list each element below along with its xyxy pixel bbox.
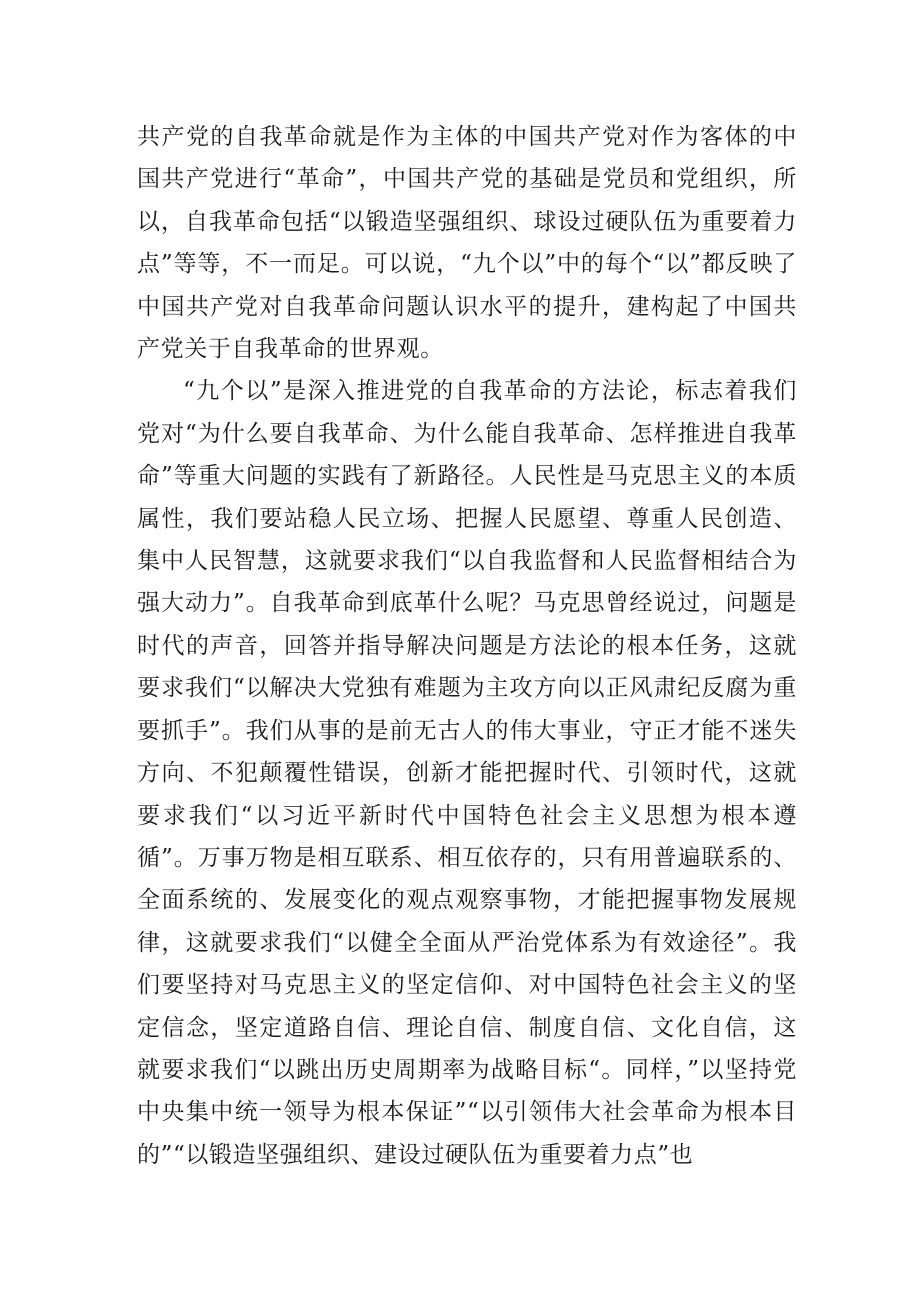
paragraph-1: 共产党的自我革命就是作为主体的中国共产党对作为客体的中国共产党进行“革命”，中国共产党的基础是党员和党组织，所以，自我革命包括“以锻造坚强组织、球设过硬队伍为重要着力点”等等，不一而足。可以说，“九个以”中的每个“以”都反映了中国共产党对自我革命问题认识水平的提升，建构起了中国共产党关于自我革命的世界观。 bbox=[137, 124, 797, 363]
paragraph-2: “九个以”是深入推进党的自我革命的方法论，标志着我们党对“为什么要自我革命、为什么能自我革命、怎样推进自我革命”等重大问题的实践有了新路径。人民性是马克思主义的本质属性，我们要站稳人民立场、把握人民愿望、尊重人民创造、集中人民智慧，这就要求我们“以自我监督和人民监督相结合为强大动力”。自我革命到底革什么呢？马克思曾经说过，问题是时代的声音，回答并指导解决问题是方法论的根本任务，这就要求我们“以解决大党独有难题为主攻方向以正风肃纪反腐为重要抓手”。我们从事的是前无古人的伟大事业，守正才能不迷失方向、不犯颠覆性错误，创新才能把握时代、引领时代，这就要求我们“以习近平新时代中国特色社会主义思想为根本遵循”。万事万物是相互联系、相互依存的，只有用普遍联系的、全面系统的、发展变化的观点观察事物，才能把握事物发展规律，这就要求我们“以健全全面从严治党体系为有效途径”。我们要坚持对马克思主义的坚定信仰、对中国特色社会主义的坚定信念，坚定道路自信、理论自信、制度自信、文化自信，这就要求我们“以跳出历史周期率为战略目标“。同样，”以坚持党中央集中统一领导为根本保证”“以引领伟大社会革命为根本目的”“以锻造坚强组织、建设过硬队伍为重要着力点”也 bbox=[137, 378, 797, 1168]
document-page bbox=[137, 116, 797, 1176]
